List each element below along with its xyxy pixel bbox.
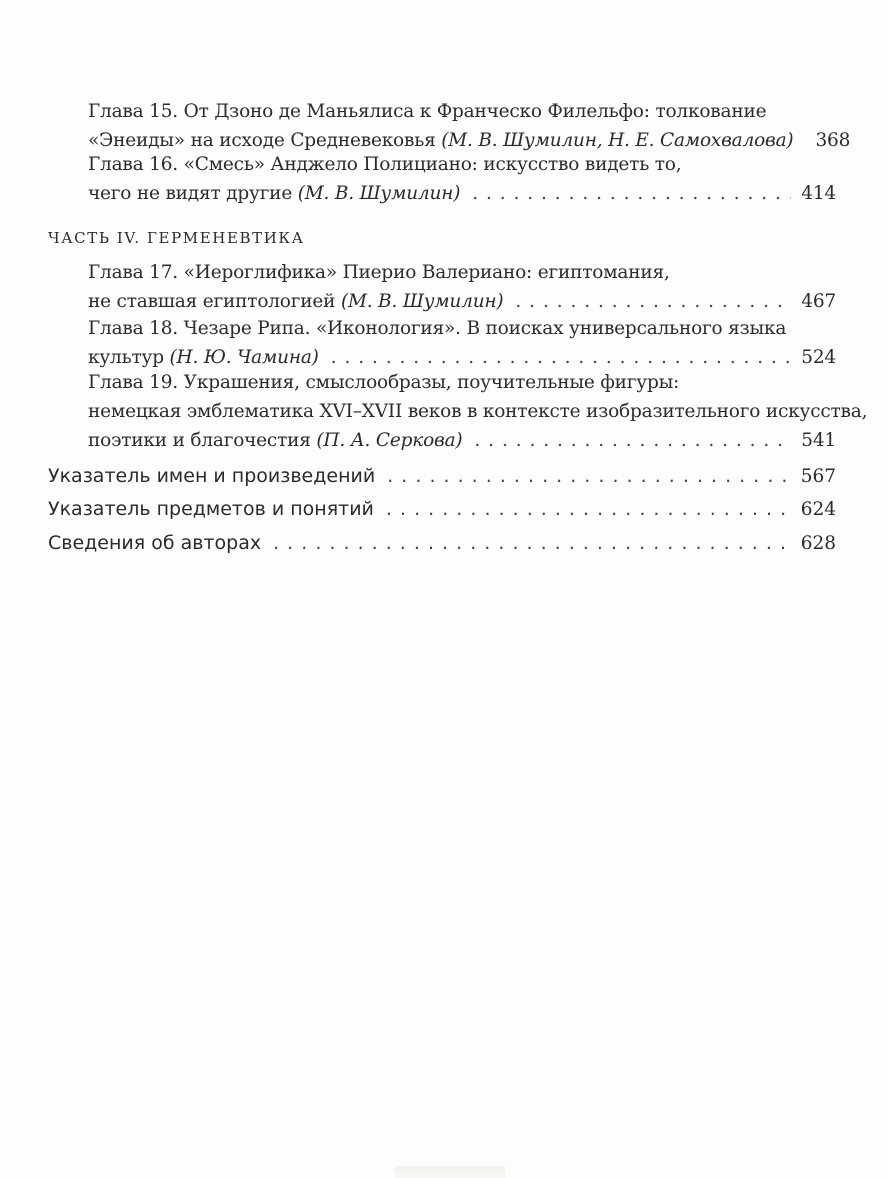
entry-title-line: Глава 15. От Дзоно де Маньялиса к Франческо Филельфо: толкование xyxy=(88,101,767,122)
toc-entry-about-authors[interactable] xyxy=(48,528,836,559)
part-heading: ЧАСТЬ IV. ГЕРМЕНЕВТИКА xyxy=(48,229,305,247)
entry-title-line: Глава 19. Украшения, смыслообразы, поучительные фигуры: xyxy=(88,372,680,393)
page-number: 541 xyxy=(801,430,836,451)
dot-leader xyxy=(472,179,791,208)
entry-author: (М. В. Шумилин) xyxy=(297,183,461,204)
page-number: 524 xyxy=(801,347,836,368)
entry-last-line xyxy=(88,426,836,455)
toc-entry-chapter-19[interactable] xyxy=(88,368,868,455)
page-number: 624 xyxy=(800,499,836,520)
entry-author: (М. В. Шумилин) xyxy=(340,291,504,312)
dot-leader xyxy=(387,461,790,491)
entry-label: Сведения об авторах xyxy=(48,532,262,554)
page-number: 414 xyxy=(801,183,836,204)
entry-author: (Н. Ю. Чамина) xyxy=(169,347,319,368)
entry-title-tail: культур xyxy=(88,347,170,368)
dot-leader xyxy=(515,287,791,316)
entry-last-line xyxy=(88,287,836,316)
dot-leader xyxy=(386,494,791,524)
entry-title-tail: не ставшая египтологией xyxy=(88,291,341,312)
page-edge-smudge xyxy=(395,1166,505,1178)
entry-title-line: немецкая эмблематика XVI–XVII веков в контексте изобразительного искусства, xyxy=(88,401,868,422)
entry-author: (П. А. Серкова) xyxy=(316,430,463,451)
toc-entry-subject-index[interactable] xyxy=(48,494,836,525)
entry-label: Указатель предметов и понятий xyxy=(48,498,374,520)
entry-label: Указатель имен и произведений xyxy=(48,465,376,487)
page-number: 628 xyxy=(800,533,836,554)
toc-entry-chapter-15[interactable] xyxy=(88,97,851,155)
entry-title-line: Глава 16. «Смесь» Анджело Полициано: искусство видеть то, xyxy=(88,154,682,175)
entry-last-line xyxy=(88,179,836,208)
toc-entry-chapter-18[interactable] xyxy=(88,314,836,372)
page-number: 467 xyxy=(801,291,836,312)
dot-leader xyxy=(273,528,791,558)
entry-title-tail: чего не видят другие xyxy=(88,183,298,204)
entry-title-tail: поэтики и благочестия xyxy=(88,430,317,451)
dot-leader xyxy=(474,426,791,455)
toc-entry-chapter-17[interactable] xyxy=(88,258,836,316)
entry-title-line: Глава 17. «Иероглифика» Пиерио Валериано: египтомания, xyxy=(88,262,670,283)
toc-entry-name-index[interactable] xyxy=(48,461,836,492)
entry-title-line: Глава 18. Чезаре Рипа. «Иконология». В поисках универсального языка xyxy=(88,318,787,339)
entry-author: (М. В. Шумилин, Н. Е. Самохвалова) xyxy=(441,130,794,151)
page-number: 567 xyxy=(800,466,836,487)
entry-title-tail: «Энеиды» на исходе Средневековья xyxy=(88,130,442,151)
page-number: 368 xyxy=(815,130,851,151)
toc-entry-chapter-16[interactable] xyxy=(88,150,836,208)
